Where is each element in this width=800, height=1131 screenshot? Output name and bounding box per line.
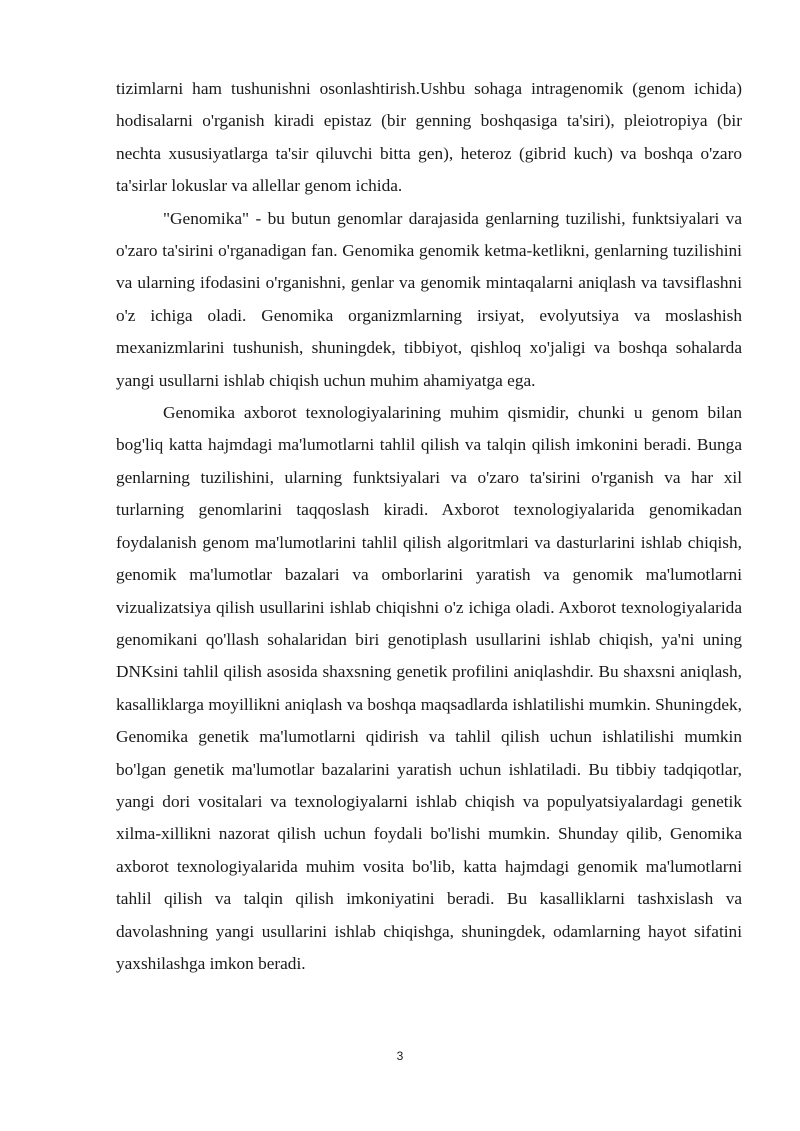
paragraph-continuation: tizimlarni ham tushunishni osonlashtirish.Ushbu sohaga intragenomik (genom ichida) hodisalarni o'rganish kiradi epistaz (bir genning boshqasiga ta'siri), pleiotropiya (bir nechta xususiyatlarga ta'sir qiluvchi bitta gen), heteroz (gibrid kuch) va boshqa o'zaro ta'sirlar lokuslar va allellar genom ichida.	[116, 79, 742, 196]
body-text	[116, 73, 742, 980]
page-number: 3	[396, 1049, 404, 1063]
paragraph-genomika-it: Genomika axborot texnologiyalarining muhim qismidir, chunki u genom bilan bog'liq katta hajmdagi ma'lumotlarni tahlil qilish va talqin qilish imkonini beradi. Bunga genlarning tuzilishini, ularning funktsiyalari va o'zaro ta'sirini o'rganish va har xil turlarning genomlarini taqqoslash kiradi. Axborot texnologiyalarida genomikadan foydalanish genom ma'lumotlarini tahlil qilish algoritmlari va dasturlarini ishlab chiqish, genomik ma'lumotlar bazalari va omborlarini yaratish va genomik ma'lumotlarni vizualizatsiya qilish usullarini ishlab chiqishni o'z ichiga oladi. Axborot texnologiyalarida genomikani qo'llash sohalaridan biri genotiplash usullarini ishlab chiqish, ya'ni uning DNKsini tahlil qilish asosida shaxsning genetik profilini aniqlashdir. Bu shaxsni aniqlash, kasalliklarga moyillikni aniqlash va boshqa maqsadlarda ishlatilishi mumkin. Shuningdek, Genomika genetik ma'lumotlarni qidirish va tahlil qilish uchun ishlatilishi mumkin bo'lgan genetik ma'lumotlar bazalarini yaratish uchun ishlatiladi. Bu tibbiy tadqiqotlar, yangi dori vositalari va texnologiyalarni ishlab chiqish va populyatsiyalardagi genetik xilma-xillikni nazorat qilish uchun foydali bo'lishi mumkin. Shunday qilib, Genomika axborot texnologiyalarida muhim vosita bo'lib, katta hajmdagi genomik ma'lumotlarni tahlil qilish va talqin qilish imkoniyatini beradi. Bu kasalliklarni tashxislash va davolashning yangi usullarini ishlab chiqishga, shuningdek, odamlarning hayot sifatini yaxshilashga imkon beradi.	[116, 403, 742, 973]
paragraph-genomika-definition: "Genomika" - bu butun genomlar darajasida genlarning tuzilishi, funktsiyalari va o'zaro ta'sirini o'rganadigan fan. Genomika genomik ketma-ketlikni, genlarning tuzilishini va ularning ifodasini o'rganishni, genlar va genomik mintaqalarni aniqlash va tavsiflashni o'z ichiga oladi. Genomika organizmlarning irsiyat, evolyutsiya va moslashish mexanizmlarini tushunish, shuningdek, tibbiyot, qishloq xo'jaligi va boshqa sohalarda yangi usullarni ishlab chiqish uchun muhim ahamiyatga ega.	[116, 208, 742, 390]
